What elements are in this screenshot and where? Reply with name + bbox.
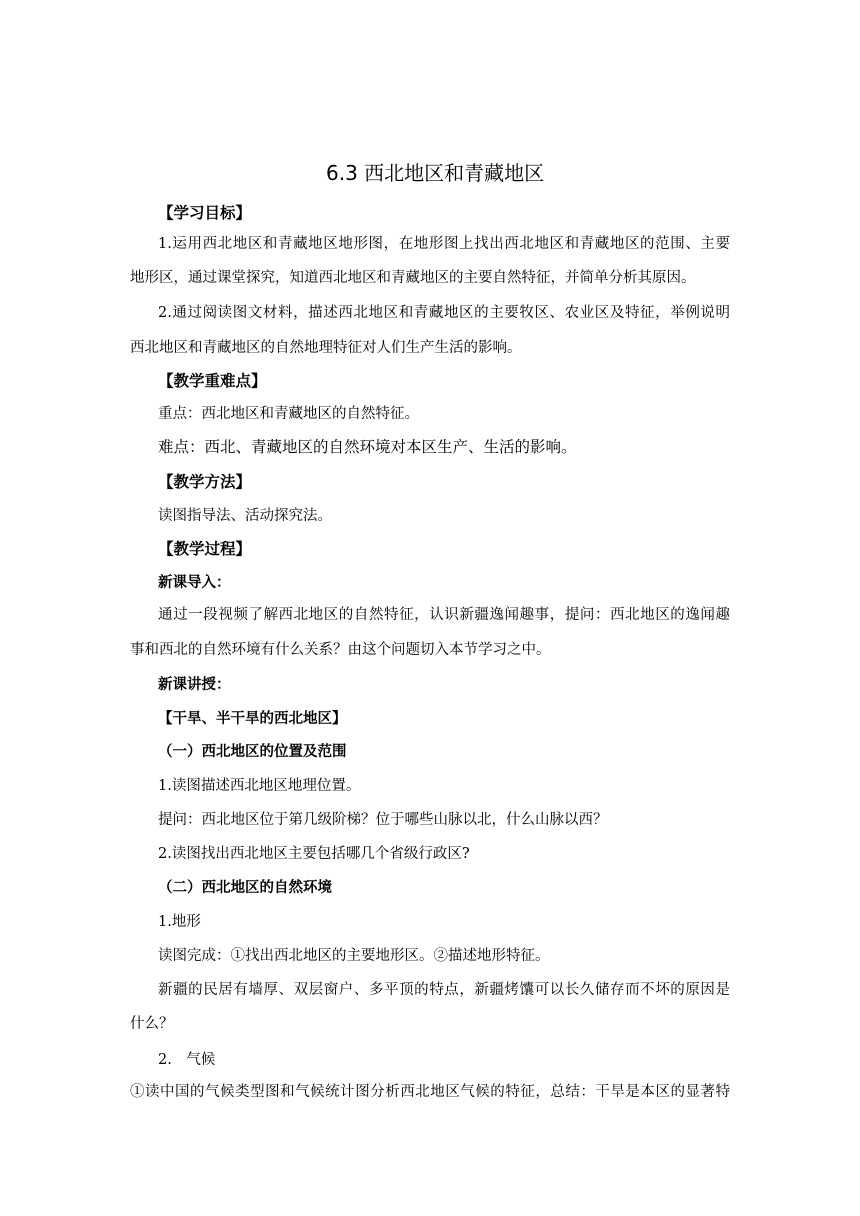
- subsection-1-heading: （一）西北地区的位置及范围: [158, 743, 347, 760]
- page-title: 6.3 西北地区和青藏地区: [326, 161, 545, 185]
- subsection-1-question: 提问：西北地区位于第几级阶梯？位于哪些山脉以北，什么山脉以西？: [158, 812, 608, 828]
- intro-line-2: 事和西北的自然环境有什么关系？由这个问题切入本节学习之中。: [130, 642, 551, 658]
- objective-1-line-1: 1.运用西北地区和青藏地区地形图，在地形图上找出西北地区和青藏地区的范围、主要: [158, 236, 730, 252]
- terrain-question-line-2: 什么？: [130, 1016, 174, 1032]
- topic-heading: 【干旱、半干旱的西北地区】: [158, 710, 347, 727]
- terrain-question-line-1: 新疆的民居有墙厚、双层窗户、多平顶的特点，新疆烤馕可以长久储存而不坏的原因是: [158, 982, 730, 998]
- climate-heading: 2. 气候: [158, 1052, 216, 1068]
- section-heading-objectives: 【学习目标】: [158, 203, 252, 222]
- lecture-heading: 新课讲授：: [158, 676, 231, 693]
- objective-2-line-2: 西北地区和青藏地区的自然地理特征对人们生产生活的影响。: [130, 340, 522, 356]
- objective-1-line-2: 地形区，通过课堂探究，知道西北地区和青藏地区的主要自然特征，并简单分析其原因。: [130, 270, 696, 286]
- subsection-1-item-1: 1.读图描述西北地区地理位置。: [158, 778, 361, 794]
- methods-text: 读图指导法、活动探究法。: [158, 508, 332, 524]
- intro-heading: 新课导入：: [158, 574, 231, 591]
- subsection-1-item-2: 2.读图找出西北地区主要包括哪几个省级行政区?: [158, 846, 470, 862]
- intro-line-1: 通过一段视频了解西北地区的自然特征，认识新疆逸闻趣事，提问：西北地区的逸闻趣: [158, 607, 730, 623]
- section-heading-process: 【教学过程】: [158, 539, 252, 558]
- objective-2-line-1: 2.通过阅读图文材料，描述西北地区和青藏地区的主要牧区、农业区及特征，举例说明: [158, 305, 730, 321]
- section-heading-methods: 【教学方法】: [158, 472, 252, 491]
- difficult-point: 难点：西北、青藏地区的自然环境对本区生产、生活的影响。: [158, 438, 577, 456]
- key-point: 重点：西北地区和青藏地区的自然特征。: [158, 406, 419, 422]
- subsection-2-heading: （二）西北地区的自然环境: [158, 879, 332, 896]
- terrain-heading: 1.地形: [158, 914, 201, 930]
- climate-line-1: ①读中国的气候类型图和气候统计图分析西北地区气候的特征，总结：干旱是本区的显著特: [130, 1084, 730, 1100]
- terrain-task: 读图完成：①找出西北地区的主要地形区。②描述地形特征。: [158, 948, 550, 964]
- section-heading-key-points: 【教学重难点】: [158, 371, 267, 390]
